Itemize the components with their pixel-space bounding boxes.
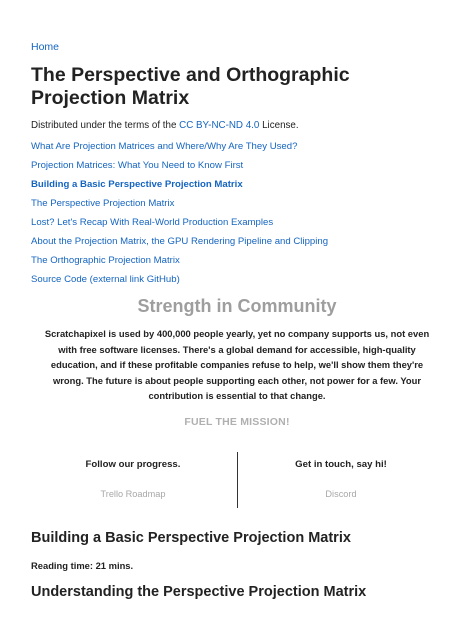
section-subheading: Understanding the Perspective Projection Matrix [31, 584, 367, 600]
toc-item [31, 236, 328, 255]
column-divider [237, 452, 238, 508]
toc-item [31, 141, 328, 160]
community-text: Scratchapixel is used by 400,000 people yearly, yet no company supports us, not even with free software licenses. There's a global demand for accessible, high-quality education, and if these profitable companies refuse to help, we'll show them they're wrong. The future is about people supporting each other, not power for a few. Your contribution is essential to that change. [44, 328, 430, 401]
toc-link-what-you-need[interactable]: Projection Matrices: What You Need to Know First [31, 160, 244, 171]
toc-link-orthographic-matrix[interactable]: The Orthographic Projection Matrix [31, 255, 180, 266]
fuel-mission-button[interactable]: FUEL THE MISSION! [184, 416, 290, 428]
table-of-contents [31, 141, 328, 293]
toc-item [31, 255, 328, 274]
license-prefix: Distributed under the terms of the [31, 120, 177, 131]
progress-column [31, 458, 235, 499]
license-suffix: License. [262, 120, 299, 131]
toc-item [31, 217, 328, 236]
toc-link-basic-perspective[interactable]: Building a Basic Perspective Projection Matrix [31, 179, 243, 190]
license-link[interactable]: CC BY-NC-ND 4.0 [179, 120, 260, 131]
breadcrumb-home-link[interactable]: Home [31, 41, 60, 53]
reading-time: Reading time: 21 mins. [31, 560, 134, 571]
page-title: The Perspective and Orthographic Projection Matrix [31, 64, 350, 109]
toc-link-source-code[interactable]: Source Code (external link GitHub) [31, 274, 180, 285]
section-heading: Building a Basic Perspective Projection Matrix [31, 530, 351, 546]
toc-link-gpu-pipeline-clipping[interactable]: About the Projection Matrix, the GPU Rendering Pipeline and Clipping [31, 236, 329, 247]
trello-roadmap-link[interactable]: Trello Roadmap [100, 489, 166, 499]
community-heading: Strength in Community [137, 296, 337, 316]
toc-link-recap-examples[interactable]: Lost? Let's Recap With Real-World Production Examples [31, 217, 274, 228]
toc-link-projection-matrices-uses[interactable]: What Are Projection Matrices and Where/Why Are They Used? [31, 141, 298, 152]
contact-heading: Get in touch, say hi! [295, 459, 387, 470]
discord-link[interactable]: Discord [325, 489, 357, 499]
contact-column [239, 458, 443, 499]
toc-link-perspective-matrix[interactable]: The Perspective Projection Matrix [31, 198, 175, 209]
toc-item [31, 198, 328, 217]
toc-item [31, 274, 328, 293]
toc-item-active [31, 179, 328, 198]
progress-heading: Follow our progress. [85, 459, 181, 470]
license-line [31, 120, 299, 131]
toc-item [31, 160, 328, 179]
